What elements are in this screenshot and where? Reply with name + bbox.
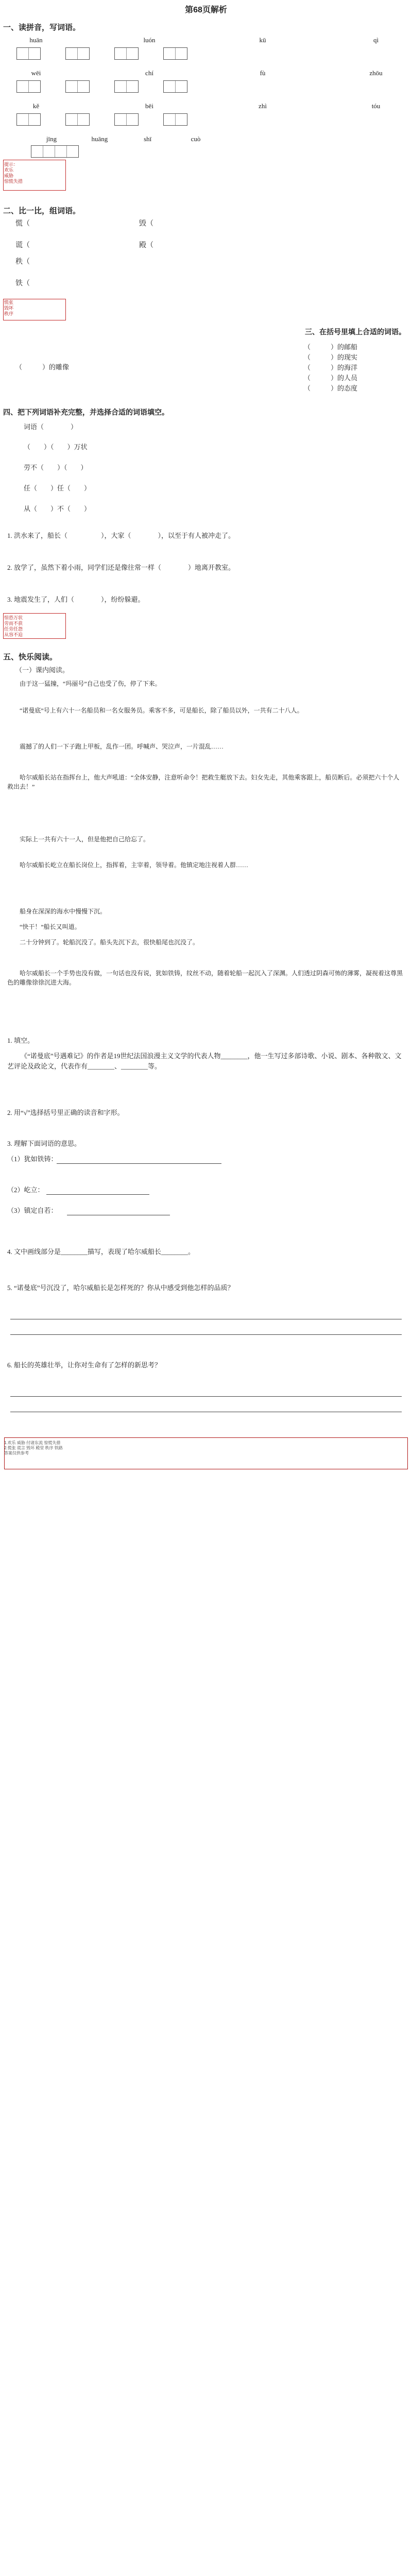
question-4: 4. 文中画线部分是________描写，表现了哈尔威船长________。 (7, 1248, 195, 1256)
passage-paragraph: 实际上一共有六十一人，但是他把自己给忘了。 (20, 836, 150, 843)
answer-note-1: 提示： 欢乐 威胁 惊慌失措 (4, 162, 23, 184)
answer-box-2 (3, 299, 66, 320)
question-1: 1. 填空。 (7, 1037, 35, 1044)
answer-line[interactable] (46, 1194, 149, 1195)
section-4-q3: 3. 地震发生了，人们（ ），纷纷躲避。 (7, 596, 145, 603)
question-3-1: （1）犹如铁铸： (7, 1155, 58, 1163)
pinyin-row-3: kě bēi zhì tóu (32, 102, 381, 110)
pinyin-row-1: huān luón kū qì (29, 36, 379, 44)
compare-col-1: 慌（ 谎（ (15, 220, 30, 249)
answer-line[interactable] (10, 1396, 402, 1397)
grid-row-1[interactable] (16, 47, 187, 60)
answer-line[interactable] (57, 1163, 221, 1164)
section-3-right-list: （ ）的邮船 （ ）的现实 （ ）的海洋 （ ）的人员 （ ）的态度 (304, 343, 358, 392)
passage-paragraph: “诺曼底”号上有六十一名船员和一名女服务员。乘客不多，可是船长，除了船员以外，一共有二十八人。 (20, 707, 303, 714)
passage-paragraph: 震撼了的人们一下子跑上甲板，乱作一团。呼喊声、哭泣声，一片混乱…… (20, 743, 224, 750)
question-2: 2. 用“√”选择括号里正确的读音和字形。 (7, 1109, 124, 1116)
answer-note-2: 慌张 毁坏 秩序 (4, 300, 14, 316)
section-4-words: （ ）（ ）万状 劳不（ ）（ ） 任（ ）任（ ） 从（ ）不（ ） (24, 443, 91, 513)
passage-paragraph: 哈尔威船长屹立在船长岗位上，指挥着，主宰着，领导着。他镇定地注视着人群…… (20, 861, 249, 869)
grid-row-3[interactable] (16, 113, 187, 126)
passage-paragraph: 船身在深深的海水中慢慢下沉。 (20, 908, 107, 915)
passage-title: （一）课内阅读。 (15, 666, 70, 674)
compare-col-3: 秩（ 铁（ (15, 258, 30, 287)
compare-col-2: 毁（ 殿（ (139, 220, 153, 249)
answer-line[interactable] (10, 1334, 402, 1335)
section-1-heading: 一、读拼音，写词语。 (3, 23, 81, 32)
footer-answers: 1.欢乐 威胁 付诸东流 惊慌失措 2.慌张 谎言 毁坏 殿堂 秩序 铁路 答案仅供参考 (4, 1440, 63, 1455)
question-5: 5. “诺曼底”号沉没了，哈尔威船长是怎样死的？你从中感受到他怎样的品质？ (7, 1284, 234, 1292)
question-3-2: （2）屹立： (7, 1186, 44, 1194)
passage-paragraph: 二十分钟到了。轮船沉没了。船头先沉下去，很快船尾也沉没了。 (20, 939, 199, 946)
pinyin-row-2: wēi chí fù zhōu (31, 69, 383, 77)
answer-note-4: 惊恐万状 劳而不获 任劳任怨 从容不迫 (4, 615, 23, 637)
question-6: 6. 船长的英雄壮举，让你对生命有了怎样的新思考？ (7, 1361, 162, 1369)
section-4-heading: 四、把下列词语补充完整，并选择合适的词语填空。 (3, 408, 169, 416)
section-4-q2: 2. 放学了，虽然下着小雨，同学们还是像往常一样（ ）地离开教室。 (7, 564, 235, 571)
section-4-q1: 1. 洪水来了，船长（ ），大家（ ），以至于有人被冲走了。 (7, 532, 235, 539)
section-2-heading: 二、比一比，组词语。 (3, 207, 81, 215)
passage-paragraph: “快干！”船长又叫道。 (20, 923, 81, 930)
grid-row-4[interactable] (31, 145, 79, 158)
question-3-3: （3）镇定自若： (7, 1207, 58, 1214)
passage-paragraph: 哈尔威船长一个手势也没有做，一句话也没有说，犹如铁铸，纹丝不动，随着轮船一起沉入了深渊。人们透过阴森可怖的薄雾，凝视着这尊黑色的雕像徐徐沉进大海。 (7, 970, 403, 986)
question-3: 3. 理解下面词语的意思。 (7, 1140, 81, 1147)
page-title: 第68页解析 (185, 6, 227, 14)
passage-paragraph: 哈尔威船长站在指挥台上，他大声吼道：“全体安静，注意听命令！把救生艇放下去。妇女先走，其他乘客跟上，船员断后。必须把六十个人救出去！” (7, 774, 400, 790)
passage-paragraph: 由于这一猛撞，“玛丽号”自己也受了伤，停了下来。 (20, 680, 161, 687)
question-1-body: 《“诺曼底”号遇难记》的作者是19世纪法国浪漫主义文学的代表人物________，他一生写过多部诗歌、小说、剧本、各种散文、文艺评论及政论文，代表作有________、________等。 (7, 1052, 402, 1070)
pinyin-row-4: jīng huāng shī cuò (46, 135, 201, 143)
section-4-sub: 词语（ ） (24, 423, 78, 431)
section-5-heading: 五、快乐阅读。 (3, 653, 58, 662)
grid-row-2[interactable] (16, 80, 187, 93)
section-3-left-item: （ ）的雕像 (15, 363, 70, 371)
section-3-heading: 三、在括号里填上合适的词语。 (305, 328, 406, 336)
